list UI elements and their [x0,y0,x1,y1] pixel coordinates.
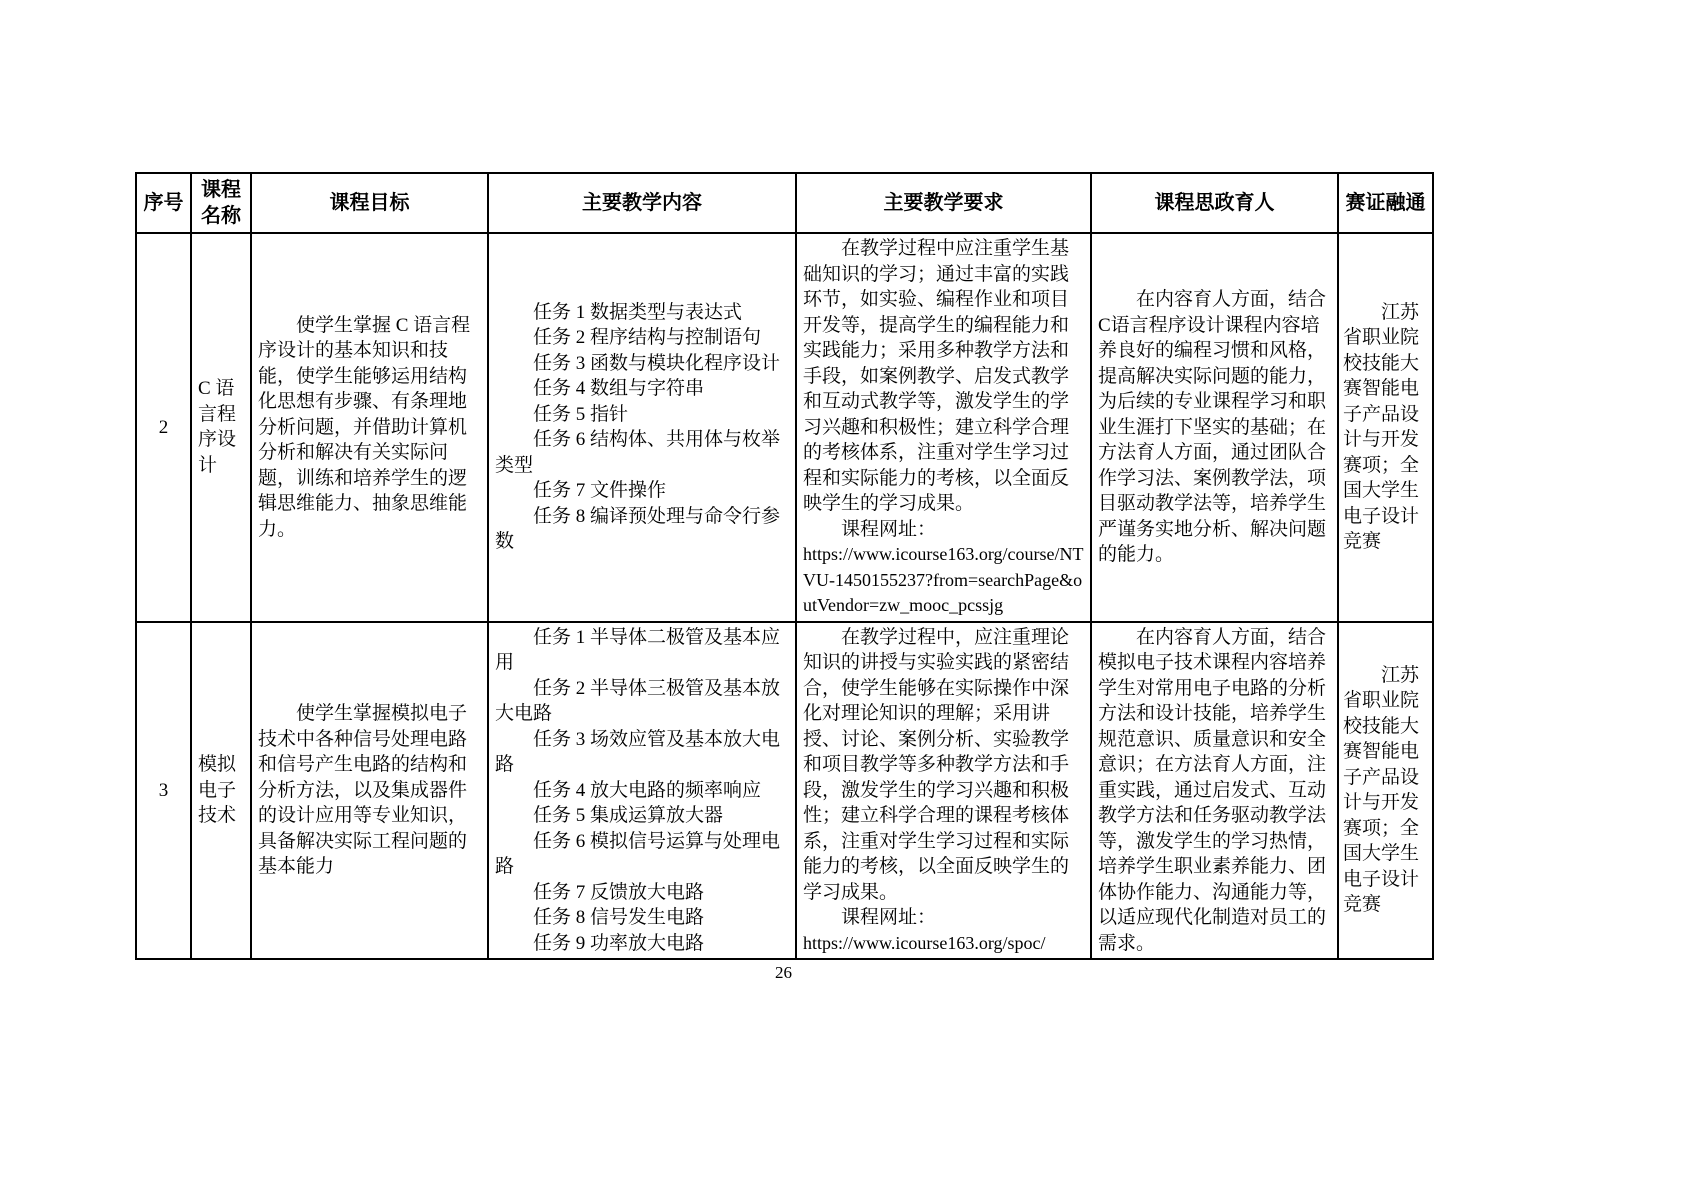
course-name-cell-text: 模拟电子技术 [198,754,237,826]
teaching-requirements-cell [796,233,1091,622]
ideology-education-cell-text: 在内容育人方面，结合模拟电子技术课程内容培养学生对常用电子电路的分析方法和设计技能，培养学生规范意识、质量意识和安全意识；在方法育人方面，注重实践，通过启发式、互动教学方法和任务驱动教学法等，激发学生的学习热情，培养学生职业素养能力、团体协作能力、沟通能力等，以适应现代化制造对员工的需求。 [1098,626,1327,954]
row-number-cell-text: 2 [158,416,169,438]
course-name-cell-text: C 语言程序设计 [198,378,237,476]
teaching-requirements-cell-text: 在教学过程中应注重学生基础知识的学习；通过丰富的实践环节，如实验、编程作业和项目开发等，提高学生的编程能力和实践能力；采用多种教学方法和手段，如案例教学、启发式教学和互动式教学等，激发学生的学习兴趣和积极性；建立科学合理的考核体系，注重对学生学习过程和实际能力的考核，以全面反映学生的学习成果。 [803,238,1070,514]
teaching-content-cell-text: 任务 1 半导体二极管及基本应用 [495,626,781,673]
column-header-ideology: 课程思政育人 [1091,173,1338,233]
table-header-row [136,173,1433,233]
teaching-content-cell [488,233,796,622]
teaching-content-cell-text: 任务 6 结构体、共用体与枚举类型 [495,429,781,476]
course-objective-cell-text: 使学生掌握模拟电子技术中各种信号处理电路和信号产生电路的结构和分析方法，以及集成器件的设计应用等专业知识，具备解决实际工程问题的基本能力 [258,703,468,877]
teaching-content-cell-text: 任务 4 数组与字符串 [533,378,705,400]
teaching-content-cell-text: 任务 1 数据类型与表达式 [533,301,743,323]
teaching-content-cell-text: 任务 2 半导体三极管及基本放大电路 [495,677,781,724]
ideology-education-cell-text: 在内容育人方面，结合C语言程序设计课程内容培养良好的编程习惯和风格，提高解决实际问题的能力，为后续的专业课程学习和职业生涯打下坚实的基础；在方法育人方面，通过团队合作学习法、案例教学法，项目驱动教学法等，培养学生严谨务实地分析、解决问题的能力。 [1098,289,1327,565]
course-objective-cell [251,233,488,622]
teaching-requirements-cell-text: https://www.icourse163.org/course/NTVU-1450155237?from=searchPage&outVendor=zw_mooc_pcssjg [803,544,1084,615]
teaching-content-cell-text: 任务 7 反馈放大电路 [533,881,705,903]
teaching-content-cell-text: 任务 8 信号发生电路 [533,907,705,928]
page-number: 26 [775,963,792,982]
teaching-content-cell-text: 任务 3 函数与模块化程序设计 [533,352,781,374]
teaching-content-cell-text: 任务 8 编译预处理与命令行参数 [495,505,781,553]
teaching-content-cell-text: 任务 6 模拟信号运算与处理电路 [495,830,781,877]
teaching-content-cell-text: 任务 9 功率放大电路 [533,932,705,954]
teaching-content-cell [488,622,796,960]
teaching-content-cell-text: 任务 2 程序结构与控制语句 [533,327,762,349]
course-name-cell [191,622,251,960]
course-objective-cell [251,622,488,960]
row-number-cell [136,233,191,622]
teaching-content-cell-text: 任务 7 文件操作 [533,480,667,502]
competition-certificate-cell-text: 江苏省职业院校技能大赛智能电子产品设计与开发赛项；全国大学生电子设计竞赛 [1343,301,1420,553]
course-curriculum-table [135,172,1434,960]
course-name-cell [191,233,251,622]
competition-certificate-cell-text: 江苏省职业院校技能大赛智能电子产品设计与开发赛项；全国大学生电子设计竞赛 [1343,664,1420,916]
teaching-requirements-cell-text: https://www.icourse163.org/spoc/ [803,932,1046,953]
row-number-cell [136,622,191,960]
column-header-course-name: 课程名称 [191,173,251,233]
table-body [136,233,1433,959]
teaching-requirements-cell [796,622,1091,960]
table-row [136,233,1433,622]
column-header-objectives: 课程目标 [251,173,488,233]
teaching-requirements-cell-text: 课程网址： [841,518,937,540]
ideology-education-cell [1091,622,1338,960]
teaching-requirements-cell-text: 课程网址： [841,907,937,928]
ideology-education-cell [1091,233,1338,622]
teaching-content-cell-text: 任务 4 放大电路的频率响应 [533,779,762,801]
column-header-competition: 赛证融通 [1338,173,1433,233]
table-row [136,622,1433,960]
teaching-content-cell-text: 任务 3 场效应管及基本放大电路 [495,728,781,775]
competition-certificate-cell [1338,233,1433,622]
teaching-requirements-cell-text: 在教学过程中，应注重理论知识的讲授与实验实践的紧密结合，使学生能够在实际操作中深化对理论知识的理解；采用讲授、讨论、案例分析、实验教学和项目教学等多种教学方法和手段，激发学生的学习兴趣和积极性；建立科学合理的课程考核体系，注重对学生学习过程和实际能力的考核，以全面反映学生的学习成果。 [803,626,1070,903]
competition-certificate-cell [1338,622,1433,960]
column-header-number: 序号 [136,173,191,233]
course-objective-cell-text: 使学生掌握 C 语言程序设计的基本知识和技能，使学生能够运用结构化思想有步骤、有条理地分析问题，并借助计算机分析和解决有关实际问题，训练和培养学生的逻辑思维能力、抽象思维能力。 [258,314,471,540]
row-number-cell-text: 3 [158,779,169,801]
column-header-content: 主要教学内容 [488,173,796,233]
column-header-requirements: 主要教学要求 [796,173,1091,233]
teaching-content-cell-text: 任务 5 指针 [533,403,629,425]
teaching-content-cell-text: 任务 5 集成运算放大器 [533,805,724,826]
